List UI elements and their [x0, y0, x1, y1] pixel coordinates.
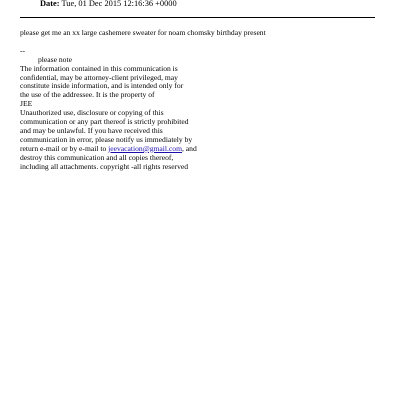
disclaimer-line: destroy this communication and all copies thereof, — [20, 152, 174, 162]
email-link[interactable]: jeevacation@gmail.com — [108, 143, 182, 153]
date-label: Date: — [40, 0, 60, 8]
header-divider — [20, 17, 375, 18]
email-line-prefix: return e-mail or by e-mail to — [20, 143, 109, 153]
disclaimer-line: communication in error, please notify us immediately by — [20, 134, 193, 144]
disclaimer-line: communication or any part thereof is strictly prohibited — [20, 117, 189, 127]
date-value: Tue, 01 Dec 2015 12:16:36 +0000 — [61, 0, 177, 8]
disclaimer-line: JEE — [20, 99, 33, 109]
email-line-suffix: , and — [181, 143, 197, 153]
disclaimer-line: including all attachments. copyright -all rights reserved — [20, 161, 189, 171]
message-body: please get me an xx large cashemere sweater for noam chomsky birthday present — [20, 28, 266, 37]
note-heading: please note — [38, 54, 72, 64]
disclaimer-line: The information contained in this communication is — [20, 63, 178, 73]
email-message — [20, 29, 380, 171]
signature-separator: -- — [20, 45, 26, 55]
email-date-header — [40, 0, 177, 9]
disclaimer-line: Unauthorized use, disclosure or copying of this — [20, 108, 164, 118]
disclaimer-line: and may be unlawful. If you have received this — [20, 125, 163, 135]
disclaimer-line: constitute inside information, and is intended only for — [20, 81, 184, 91]
disclaimer-line: the use of the addressee. It is the property of — [20, 90, 155, 100]
disclaimer-line: confidential, may be attorney-client privileged, may — [20, 72, 178, 82]
